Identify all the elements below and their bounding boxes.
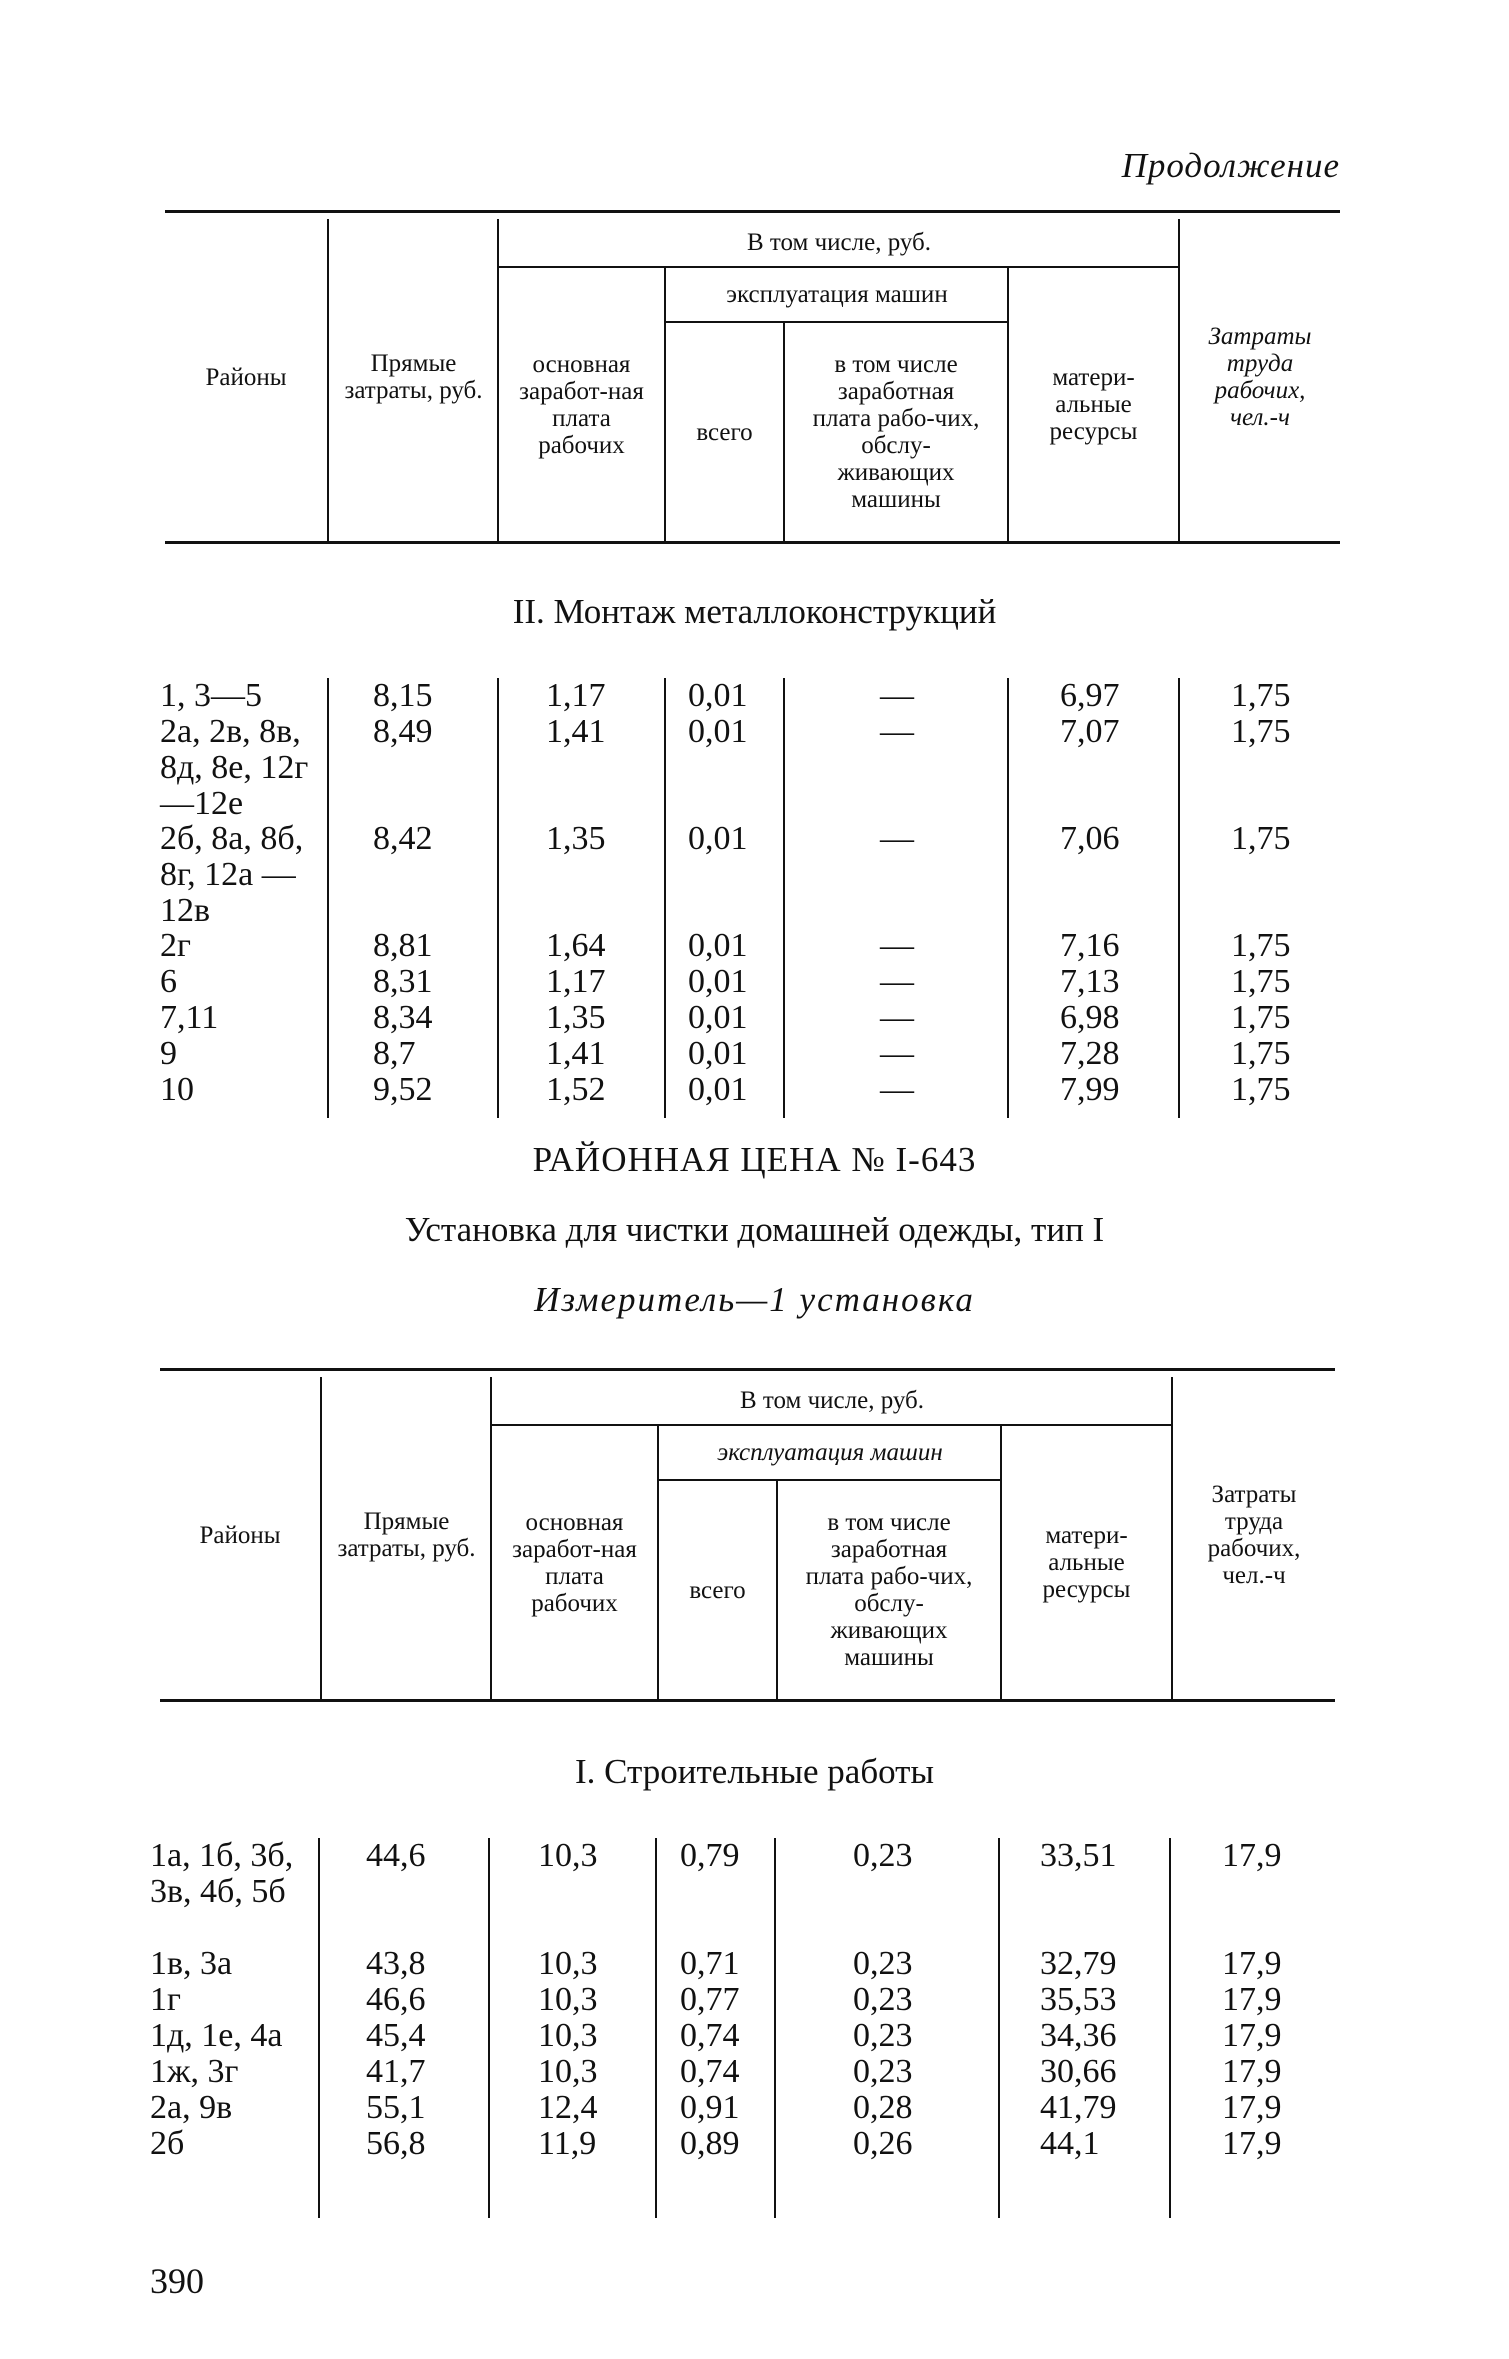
continuation-label: Продолжение <box>1121 146 1340 185</box>
header-v-tom-chisle: В том числе, руб. <box>746 229 932 256</box>
header-pryamye: Прямые затраты, руб. <box>344 350 483 404</box>
header-ekspluatatsiya: эксплуатация машин <box>717 1439 943 1466</box>
measure-label: Измеритель—1 установка <box>534 1280 975 1319</box>
page-number: 390 <box>150 2261 204 2301</box>
header-materialnye: матери-альные ресурсы <box>1049 364 1138 445</box>
header-osnovnaya: основная заработ-ная плата рабочих <box>519 350 644 459</box>
header-v-tom-chisle-zp: в том числе заработная плата рабо-чих, обслу-живающих машины <box>805 1509 973 1671</box>
header-zatraty: Затраты труда рабочих, чел.-ч <box>1207 1481 1301 1589</box>
data-table-1: 1, 3—5 8,15 1,17 0,01 — 6,97 1,75 2а, 2в, 8в, 8д, 8е, 12г —12е 8,49 1,41 0,01 — 7,07 1,75 2б, 8а, 8б, 8г, 12а — 12в 8,42 1,35 0,01 — 7,06 1,75 2г 8,81 1,64 0,01 — 7,16 1,75 6 8,31 1,17 0,01 — 7,13 1,75 7,11 8,34 1,35 0,01 — 6,98 1,75 9 8,7 1,41 0,01 — 7,28 1,75 10 9,52 1,52 0,01 — 7,99 1,75 <box>0 678 1509 1118</box>
header-ekspluatatsiya: эксплуатация машин <box>726 281 948 308</box>
header-vsego: всего <box>696 418 753 446</box>
table-header-1 <box>165 210 1340 544</box>
section-2-title: I. Строительные работы <box>575 1752 934 1791</box>
header-materialnye: матери-альные ресурсы <box>1042 1522 1131 1603</box>
header-pryamye: Прямые затраты, руб. <box>337 1508 476 1562</box>
header-zatraty: Затраты труда рабочих, чел.-ч <box>1208 323 1312 431</box>
section-1-title: II. Монтаж металлоконструкций <box>512 592 997 631</box>
header-rayony: Районы <box>205 363 287 391</box>
header-osnovnaya: основная заработ-ная плата рабочих <box>512 1508 637 1617</box>
table-header-2 <box>160 1368 1335 1702</box>
header-v-tom-chisle: В том числе, руб. <box>739 1387 925 1414</box>
price-subtitle: Установка для чистки домашней одежды, тип I <box>404 1210 1105 1249</box>
price-title: РАЙОННАЯ ЦЕНА № I-643 <box>532 1140 977 1179</box>
header-vsego: всего <box>689 1576 746 1604</box>
data-table-2: 1а, 1б, 3б, 3в, 4б, 5б 44,6 10,3 0,79 0,23 33,51 17,9 1в, 3а 43,8 10,3 0,71 0,23 32,79 17,9 1г 46,6 10,3 0,77 0,23 35,53 17,9 1д, 1е, 4а 45,4 10,3 0,74 0,23 34,36 17,9 1ж, 3г 41,7 10,3 0,74 0,23 30,66 17,9 2а, 9в 55,1 12,4 0,91 0,28 41,79 17,9 2б 56,8 11,9 0,89 0,26 44,1 17,9 <box>0 1838 1509 2218</box>
header-rayony: Районы <box>199 1521 281 1549</box>
header-v-tom-chisle-zp: в том числе заработная плата рабо-чих, обслу-живающих машины <box>812 351 980 513</box>
